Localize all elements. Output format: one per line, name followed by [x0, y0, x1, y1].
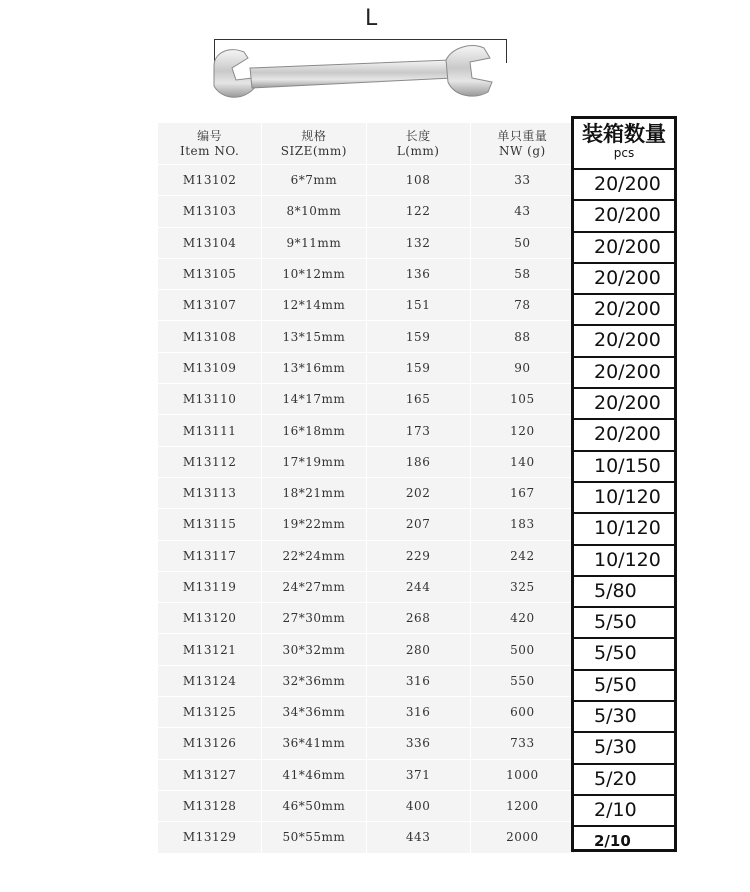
cell-size: 10*12mm	[261, 259, 365, 289]
cell-size: 14*17mm	[261, 384, 365, 414]
packing-cell: 2/10	[574, 825, 674, 856]
cell-length: 244	[366, 572, 470, 602]
cell-weight: 33	[470, 165, 574, 195]
packing-cell: 5/20	[574, 763, 674, 794]
cell-weight: 420	[470, 603, 574, 633]
packing-cell: 5/30	[574, 731, 674, 762]
header-label-en: Item NO.	[179, 143, 240, 158]
cell-weight: 183	[470, 509, 574, 539]
cell-item-no: M13121	[182, 642, 237, 657]
header-label-zh: 单只重量	[497, 128, 548, 143]
cell-length: 165	[366, 384, 470, 414]
cell-weight: 167	[470, 478, 574, 508]
packing-cell: 20/200	[574, 168, 674, 199]
header-item-no	[158, 123, 261, 164]
cell-length: 173	[366, 415, 470, 445]
header-label-en: L(mm)	[396, 143, 440, 158]
packing-cell: 5/80	[574, 575, 674, 606]
table-row	[158, 508, 574, 539]
packing-cell: 5/50	[574, 669, 674, 700]
packing-cell: 10/120	[574, 481, 674, 512]
cell-length: 400	[366, 791, 470, 821]
cell-size: 27*30mm	[261, 603, 365, 633]
cell-weight: 242	[470, 541, 574, 571]
cell-length: 122	[366, 196, 470, 226]
table-row	[158, 352, 574, 383]
table-row	[158, 727, 574, 758]
cell-size: 18*21mm	[261, 478, 365, 508]
table-row	[158, 477, 574, 508]
cell-length: 108	[366, 165, 470, 195]
table-row	[158, 665, 574, 696]
cell-item-no: M13102	[182, 173, 237, 188]
dimension-label: L	[365, 6, 378, 31]
packing-cell: 20/200	[574, 293, 674, 324]
table-row	[158, 821, 574, 852]
cell-size: 32*36mm	[261, 666, 365, 696]
cell-item-no: M13104	[182, 235, 237, 250]
cell-length: 268	[366, 603, 470, 633]
header-size	[261, 123, 365, 164]
cell-size: 22*24mm	[261, 541, 365, 571]
cell-size: 13*15mm	[261, 321, 365, 351]
cell-length: 136	[366, 259, 470, 289]
cell-size: 36*41mm	[261, 728, 365, 758]
header-label-zh: 长度	[405, 128, 431, 143]
cell-weight: 88	[470, 321, 574, 351]
cell-item-no: M13119	[182, 580, 237, 594]
cell-item-no: M13124	[182, 673, 237, 688]
cell-weight: 600	[470, 697, 574, 727]
table-row	[158, 320, 574, 351]
cell-length: 229	[366, 541, 470, 571]
cell-length: 207	[366, 509, 470, 539]
cell-size: 24*27mm	[261, 572, 365, 602]
cell-item-no: M13107	[182, 298, 237, 313]
packing-cell: 10/120	[574, 512, 674, 543]
packing-title: 装箱数量	[582, 122, 666, 146]
cell-weight: 2000	[470, 822, 574, 852]
table-row	[158, 633, 574, 664]
cell-length: 316	[366, 697, 470, 727]
table-row	[158, 227, 574, 258]
packing-cell: 20/200	[574, 262, 674, 293]
header-label-zh: 编号	[197, 128, 223, 143]
cell-size: 41*46mm	[261, 760, 365, 790]
packing-cell: 2/10	[574, 794, 674, 825]
cell-size: 19*22mm	[261, 509, 365, 539]
table-row	[158, 759, 574, 790]
cell-weight: 90	[470, 353, 574, 383]
wrench-illustration	[200, 38, 500, 108]
packing-unit: pcs	[613, 146, 635, 160]
cell-weight: 78	[470, 290, 574, 320]
packing-cell: 20/200	[574, 387, 674, 418]
spec-table	[158, 123, 574, 853]
cell-length: 316	[366, 666, 470, 696]
table-row	[158, 383, 574, 414]
cell-item-no: M13127	[182, 767, 237, 782]
dimension-tick-right	[506, 39, 507, 63]
packing-cell: 5/50	[574, 637, 674, 668]
cell-item-no: M13125	[182, 705, 237, 720]
cell-item-no: M13105	[182, 267, 237, 282]
cell-length: 443	[366, 822, 470, 852]
cell-length: 159	[366, 353, 470, 383]
table-row	[158, 446, 574, 477]
cell-length: 159	[366, 321, 470, 351]
packing-cell: 5/50	[574, 606, 674, 637]
table-row	[158, 696, 574, 727]
packing-cell: 10/120	[574, 544, 674, 575]
cell-item-no: M13126	[182, 736, 237, 751]
cell-item-no: M13115	[182, 517, 237, 532]
header-label-zh: 规格	[301, 128, 327, 143]
cell-item-no: M13111	[182, 423, 237, 438]
cell-size: 9*11mm	[261, 228, 365, 258]
table-row	[158, 790, 574, 821]
cell-size: 12*14mm	[261, 290, 365, 320]
cell-item-no: M13129	[182, 830, 237, 845]
cell-size: 17*19mm	[261, 447, 365, 477]
packing-cell: 20/200	[574, 324, 674, 355]
cell-weight: 58	[470, 259, 574, 289]
cell-size: 6*7mm	[261, 165, 365, 195]
table-row	[158, 258, 574, 289]
table-row	[158, 164, 574, 195]
cell-weight: 733	[470, 728, 574, 758]
cell-item-no: M13120	[182, 611, 237, 626]
cell-size: 34*36mm	[261, 697, 365, 727]
cell-length: 371	[366, 760, 470, 790]
cell-size: 13*16mm	[261, 353, 365, 383]
cell-item-no: M13113	[182, 486, 237, 501]
cell-item-no: M13110	[182, 392, 237, 407]
header-length	[366, 123, 470, 164]
table-row	[158, 571, 574, 602]
cell-weight: 325	[470, 572, 574, 602]
cell-weight: 120	[470, 415, 574, 445]
cell-length: 186	[366, 447, 470, 477]
cell-length: 202	[366, 478, 470, 508]
table-row	[158, 540, 574, 571]
packing-cell: 20/200	[574, 199, 674, 230]
cell-weight: 550	[470, 666, 574, 696]
cell-length: 151	[366, 290, 470, 320]
table-row	[158, 289, 574, 320]
packing-column	[571, 116, 677, 852]
cell-item-no: M13103	[182, 204, 237, 219]
cell-item-no: M13109	[182, 360, 237, 375]
header-label-en: NW (g)	[499, 143, 546, 158]
packing-cell: 20/200	[574, 356, 674, 387]
cell-size: 8*10mm	[261, 196, 365, 226]
cell-weight: 105	[470, 384, 574, 414]
cell-size: 50*55mm	[261, 822, 365, 852]
cell-size: 30*32mm	[261, 634, 365, 664]
cell-size: 16*18mm	[261, 415, 365, 445]
header-weight	[470, 123, 574, 164]
cell-weight: 50	[470, 228, 574, 258]
packing-cell: 10/150	[574, 450, 674, 481]
cell-weight: 43	[470, 196, 574, 226]
packing-cell: 20/200	[574, 418, 674, 449]
table-row	[158, 195, 574, 226]
cell-weight: 140	[470, 447, 574, 477]
table-row	[158, 414, 574, 445]
packing-cell: 5/30	[574, 700, 674, 731]
cell-weight: 1000	[470, 760, 574, 790]
cell-item-no: M13108	[182, 329, 237, 344]
table-body	[158, 164, 574, 853]
table-header-row	[158, 123, 574, 164]
packing-cell: 20/200	[574, 231, 674, 262]
header-label-en: SIZE(mm)	[280, 143, 347, 158]
cell-item-no: M13112	[182, 454, 237, 469]
table-row	[158, 602, 574, 633]
cell-length: 132	[366, 228, 470, 258]
packing-body	[574, 168, 674, 857]
cell-weight: 1200	[470, 791, 574, 821]
cell-length: 280	[366, 634, 470, 664]
cell-length: 336	[366, 728, 470, 758]
cell-item-no: M13117	[182, 548, 237, 563]
cell-weight: 500	[470, 634, 574, 664]
packing-header	[574, 119, 674, 168]
cell-size: 46*50mm	[261, 791, 365, 821]
cell-item-no: M13128	[182, 799, 237, 814]
